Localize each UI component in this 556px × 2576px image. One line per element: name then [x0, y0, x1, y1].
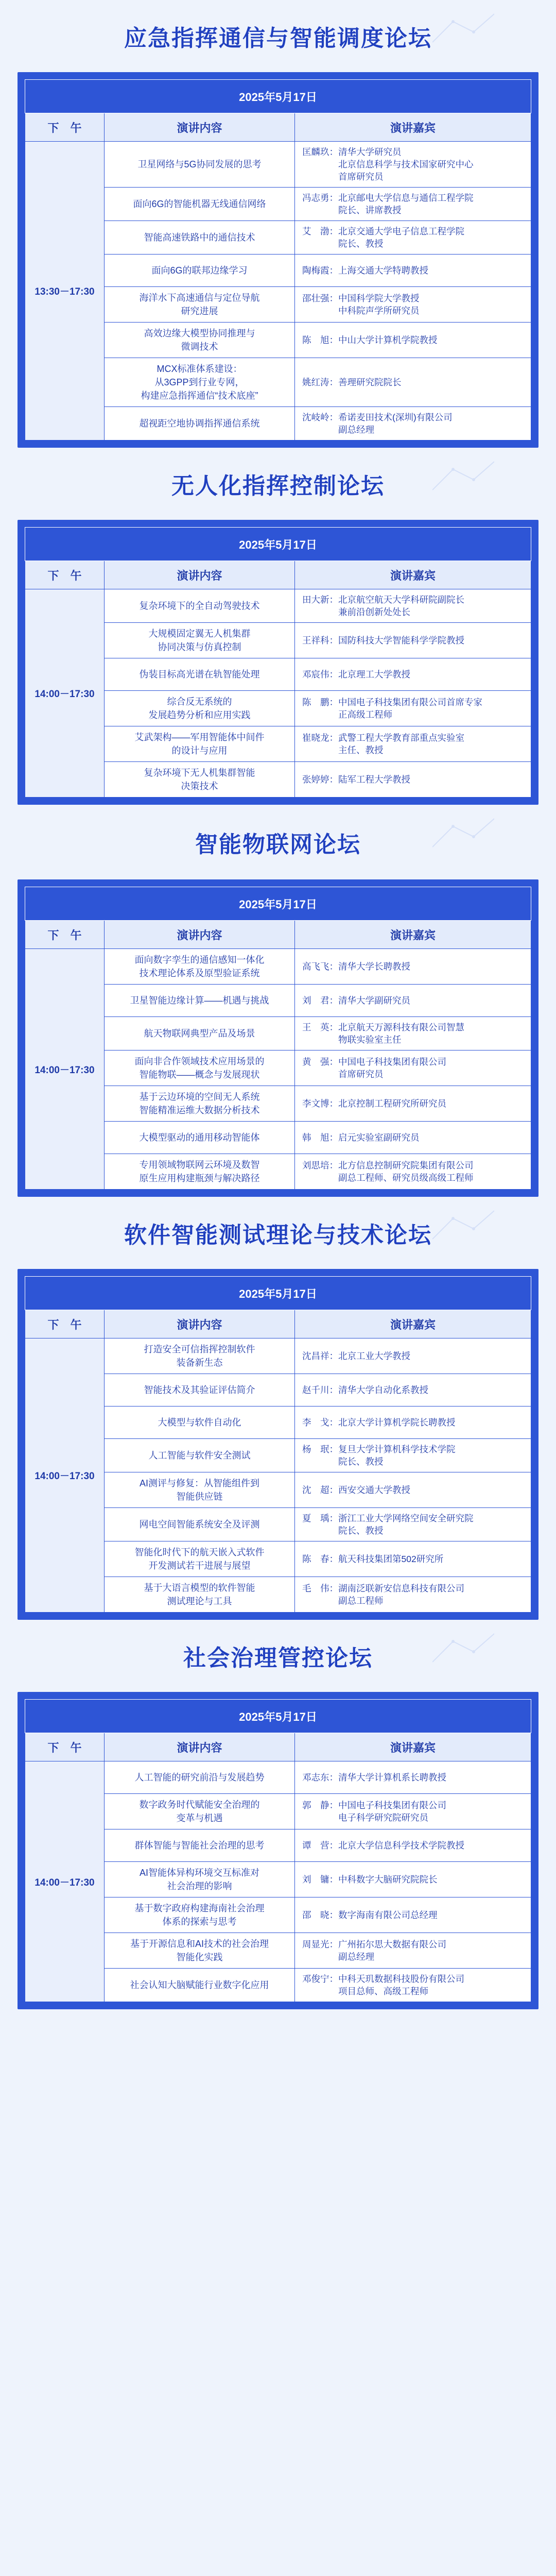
- forum-title: 无人化指挥控制论坛: [171, 473, 385, 499]
- talk-topic: 复杂环境下无人机集群智能 决策技术: [105, 762, 295, 798]
- speaker-affiliation: 航天科技集团第502研究所: [338, 1554, 444, 1564]
- forum-section: [0, 448, 556, 805]
- session-date: 2025年5月17日: [25, 887, 531, 921]
- speaker-name: 王祥科：: [302, 635, 338, 646]
- speaker-cell: [295, 949, 531, 985]
- talk-topic: 卫星智能边缘计算——机遇与挑战: [105, 985, 295, 1017]
- session-date: 2025年5月17日: [25, 80, 531, 113]
- header-row: [25, 921, 531, 949]
- speaker-cell: [295, 358, 531, 407]
- speaker-affiliation: 中国电子科技集团有限公司 首席研究员: [338, 1057, 446, 1079]
- header-guest: 演讲嘉宾: [295, 113, 531, 142]
- date-row: [25, 1700, 531, 1733]
- speaker-affiliation: 武警工程大学教育部重点实验室 主任、教授: [338, 733, 464, 755]
- speaker-affiliation: 复旦大学计算机科学技术学院 院长、教授: [338, 1444, 456, 1467]
- header-topic: 演讲内容: [105, 1310, 295, 1338]
- speaker-cell: [295, 658, 531, 691]
- table-row: [25, 142, 531, 188]
- speaker-cell: [295, 1829, 531, 1862]
- forum-section: [0, 1197, 556, 1620]
- talk-topic: 大模型与软件自动化: [105, 1406, 295, 1439]
- forum-title: 社会治理管控论坛: [183, 1646, 373, 1671]
- session-time: 14:00－17:30: [25, 589, 105, 798]
- date-row: [25, 80, 531, 113]
- talk-topic: 智能高速铁路中的通信技术: [105, 221, 295, 255]
- speaker-affiliation: 清华大学长聘教授: [338, 961, 410, 972]
- speaker-cell: [295, 985, 531, 1017]
- speaker-affiliation: 西安交通大学教授: [338, 1485, 410, 1495]
- talk-topic: 基于数字政府构建海南社会治理 体系的探索与思考: [105, 1897, 295, 1933]
- forum-section: [0, 0, 556, 448]
- speaker-cell: [295, 1862, 531, 1897]
- talk-topic: 艾武架构——军用智能体中间件 的设计与应用: [105, 726, 295, 762]
- speaker-cell: [295, 1933, 531, 1969]
- speaker-cell: [295, 1794, 531, 1829]
- agenda-table: [25, 527, 531, 798]
- speaker-name: 陈 鹏：: [302, 697, 338, 707]
- speaker-affiliation: 清华大学自动化系教授: [338, 1385, 428, 1395]
- session-date: 2025年5月17日: [25, 528, 531, 561]
- speaker-affiliation: 数字海南有限公司总经理: [338, 1910, 438, 1920]
- speaker-cell: [295, 255, 531, 287]
- speaker-affiliation: 陆军工程大学教授: [338, 774, 410, 785]
- talk-topic: 卫星网络与5G协同发展的思考: [105, 142, 295, 188]
- speaker-name: 夏 瑀：: [302, 1513, 338, 1523]
- speaker-name: 李文博：: [302, 1098, 338, 1109]
- talk-topic: MCX标准体系建设： 从3GPP到行业专网， 构建应急指挥通信“技术底座”: [105, 358, 295, 407]
- speaker-affiliation: 中科天玑数据科技股份有限公司 项目总师、高级工程师: [338, 1974, 464, 1996]
- agenda-table: [25, 1699, 531, 2002]
- agenda-card: [18, 72, 538, 448]
- speaker-affiliation: 北京交通大学电子信息工程学院 院长、教授: [338, 226, 464, 249]
- agenda-card: [18, 1692, 538, 2009]
- talk-topic: 基于大语言模型的软件智能 测试理论与工具: [105, 1577, 295, 1613]
- date-row: [25, 528, 531, 561]
- speaker-cell: [295, 762, 531, 798]
- speaker-name: 韩 旭：: [302, 1132, 338, 1143]
- agenda-table: [25, 887, 531, 1190]
- talk-topic: 群体智能与智能社会治理的思考: [105, 1829, 295, 1862]
- speaker-cell: [295, 1439, 531, 1472]
- talk-topic: 大模型驱动的通用移动智能体: [105, 1122, 295, 1154]
- speaker-name: 谭 营：: [302, 1840, 338, 1851]
- speaker-cell: [295, 1406, 531, 1439]
- speaker-affiliation: 北京邮电大学信息与通信工程学院 院长、讲席教授: [338, 193, 474, 215]
- header-topic: 演讲内容: [105, 1733, 295, 1761]
- decorative-lines-icon: [432, 1631, 494, 1667]
- speaker-cell: [295, 1577, 531, 1613]
- talk-topic: 社会认知大脑赋能行业数字化应用: [105, 1969, 295, 2002]
- speaker-cell: [295, 1338, 531, 1374]
- speaker-cell: [295, 287, 531, 323]
- forum-section: [0, 1620, 556, 2009]
- speaker-name: 邵壮强：: [302, 293, 338, 303]
- speaker-cell: [295, 1017, 531, 1050]
- forum-title: 软件智能测试理论与技术论坛: [124, 1223, 432, 1248]
- decorative-lines-icon: [432, 11, 494, 47]
- header-period: 下 午: [25, 113, 105, 142]
- speaker-cell: [295, 623, 531, 658]
- speaker-name: 王 英：: [302, 1022, 338, 1032]
- talk-topic: 人工智能与软件安全测试: [105, 1439, 295, 1472]
- header-guest: 演讲嘉宾: [295, 561, 531, 589]
- date-row: [25, 887, 531, 921]
- speaker-affiliation: 善理研究院院长: [338, 377, 402, 387]
- table-row: [25, 1338, 531, 1374]
- talk-topic: 面向6G的联邦边缘学习: [105, 255, 295, 287]
- header-topic: 演讲内容: [105, 113, 295, 142]
- speaker-cell: [295, 691, 531, 726]
- session-time: 14:00－17:30: [25, 1761, 105, 2002]
- talk-topic: AI测评与修复：从智能组件到 智能供应链: [105, 1472, 295, 1508]
- talk-topic: 面向数字孪生的通信感知一体化 技术理论体系及原型验证系统: [105, 949, 295, 985]
- speaker-affiliation: 中国电子科技集团有限公司首席专家 正高级工程师: [338, 697, 482, 720]
- forum-title: 应急指挥通信与智能调度论坛: [124, 26, 432, 51]
- agenda-card: [18, 520, 538, 805]
- decorative-lines-icon: [432, 1208, 494, 1244]
- talk-topic: 专用领域物联网云环境及数智 原生应用构建瓶颈与解决路径: [105, 1154, 295, 1190]
- speaker-affiliation: 北京工业大学教授: [338, 1351, 410, 1361]
- speaker-cell: [295, 1374, 531, 1406]
- speaker-name: 刘思培：: [302, 1160, 338, 1171]
- talk-topic: 综合反无系统的 发展趋势分析和应用实践: [105, 691, 295, 726]
- speaker-cell: [295, 1897, 531, 1933]
- speaker-affiliation: 启元实验室副研究员: [338, 1132, 420, 1143]
- header-period: 下 午: [25, 1310, 105, 1338]
- speaker-affiliation: 北方信息控制研究院集团有限公司 副总工程师、研究员级高级工程师: [338, 1160, 474, 1183]
- speaker-name: 高飞飞：: [302, 961, 338, 972]
- talk-topic: 超视距空地协调指挥通信系统: [105, 407, 295, 440]
- talk-topic: 复杂环境下的全自动驾驶技术: [105, 589, 295, 623]
- header-topic: 演讲内容: [105, 921, 295, 949]
- speaker-name: 毛 伟：: [302, 1583, 338, 1594]
- speaker-name: 张婷婷：: [302, 774, 338, 785]
- header-guest: 演讲嘉宾: [295, 921, 531, 949]
- header-guest: 演讲嘉宾: [295, 1733, 531, 1761]
- header-row: [25, 561, 531, 589]
- speaker-cell: [295, 1508, 531, 1541]
- talk-topic: 数字政务时代赋能安全治理的 变革与机遇: [105, 1794, 295, 1829]
- speaker-cell: [295, 1122, 531, 1154]
- speaker-name: 沈昌祥：: [302, 1351, 338, 1361]
- forum-title-bar: [0, 1620, 556, 1692]
- talk-topic: 人工智能的研究前沿与发展趋势: [105, 1761, 295, 1794]
- talk-topic: 高效边缘大模型协同推理与 微调技术: [105, 323, 295, 358]
- talk-topic: 网电空间智能系统安全及评测: [105, 1508, 295, 1541]
- speaker-affiliation: 北京大学信息科学技术学院教授: [338, 1840, 464, 1851]
- talk-topic: 海洋水下高速通信与定位导航 研究进展: [105, 287, 295, 323]
- speaker-affiliation: 上海交通大学特聘教授: [338, 265, 428, 276]
- speaker-cell: [295, 1472, 531, 1508]
- talk-topic: 打造安全可信指挥控制软件 装备新生态: [105, 1338, 295, 1374]
- speaker-name: 邵 晓：: [302, 1910, 338, 1920]
- speaker-cell: [295, 407, 531, 440]
- speaker-name: 赵千川：: [302, 1385, 338, 1395]
- table-row: [25, 1761, 531, 1794]
- speaker-cell: [295, 1050, 531, 1086]
- talk-topic: 智能化时代下的航天嵌入式软件 开发测试若干进展与展望: [105, 1541, 295, 1577]
- header-row: [25, 1733, 531, 1761]
- speaker-name: 沈 超：: [302, 1485, 338, 1495]
- forum-title-bar: [0, 448, 556, 520]
- agenda-card: [18, 1269, 538, 1620]
- speaker-affiliation: 国防科技大学智能科学学院教授: [338, 635, 464, 646]
- session-time: 14:00－17:30: [25, 1338, 105, 1613]
- session-time: 13:30－17:30: [25, 142, 105, 440]
- speaker-name: 田大新：: [302, 595, 338, 605]
- talk-topic: 基于云边环境的空间无人系统 智能精准运维大数据分析技术: [105, 1086, 295, 1122]
- speaker-cell: [295, 188, 531, 221]
- header-topic: 演讲内容: [105, 561, 295, 589]
- speaker-name: 匡麟玖：: [302, 147, 338, 157]
- header-guest: 演讲嘉宾: [295, 1310, 531, 1338]
- speaker-affiliation: 北京航空航天大学科研院副院长 兼前沿创新处处长: [338, 595, 464, 617]
- talk-topic: 基于开源信息和AI技术的社会治理 智能化实践: [105, 1933, 295, 1969]
- talk-topic: AI智能体异构环境交互标准对 社会治理的影响: [105, 1862, 295, 1897]
- talk-topic: 大规模固定翼无人机集群 协同决策与仿真控制: [105, 623, 295, 658]
- speaker-name: 沈岐岭：: [302, 412, 338, 422]
- header-period: 下 午: [25, 921, 105, 949]
- talk-topic: 伪装目标高光谱在轨智能处理: [105, 658, 295, 691]
- forum-title-bar: [0, 805, 556, 879]
- talk-topic: 航天物联网典型产品及场景: [105, 1017, 295, 1050]
- agenda-table: [25, 79, 531, 440]
- speaker-cell: [295, 726, 531, 762]
- speaker-affiliation: 中科数字大脑研究院院长: [338, 1874, 438, 1885]
- speaker-name: 邓宸伟：: [302, 669, 338, 680]
- speaker-name: 李 戈：: [302, 1417, 338, 1428]
- forum-title-bar: [0, 1197, 556, 1269]
- speaker-affiliation: 中山大学计算机学院教授: [338, 335, 438, 345]
- speaker-cell: [295, 1154, 531, 1190]
- speaker-affiliation: 清华大学研究员 北京信息科学与技术国家研究中心 首席研究员: [338, 147, 474, 182]
- speaker-name: 刘 镛：: [302, 1874, 338, 1885]
- header-row: [25, 1310, 531, 1338]
- speaker-affiliation: 中国电子科技集团有限公司 电子科学研究院研究员: [338, 1800, 446, 1823]
- forum-title-bar: [0, 0, 556, 72]
- speaker-name: 崔晓龙：: [302, 733, 338, 743]
- header-row: [25, 113, 531, 142]
- agenda-card: [18, 879, 538, 1197]
- speaker-cell: [295, 1541, 531, 1577]
- speaker-affiliation: 浙江工业大学网络空间安全研究院 院长、教授: [338, 1513, 474, 1536]
- speaker-name: 邓志东：: [302, 1772, 338, 1783]
- speaker-affiliation: 清华大学计算机系长聘教授: [338, 1772, 446, 1783]
- forum-section: [0, 805, 556, 1197]
- speaker-cell: [295, 1969, 531, 2002]
- date-row: [25, 1277, 531, 1310]
- speaker-name: 邓俊宁：: [302, 1974, 338, 1984]
- speaker-affiliation: 希诺麦田技术(深圳)有限公司 副总经理: [338, 412, 453, 435]
- session-date: 2025年5月17日: [25, 1277, 531, 1310]
- speaker-affiliation: 中国科学院大学教授 中科院声学所研究员: [338, 293, 420, 316]
- speaker-cell: [295, 589, 531, 623]
- speaker-cell: [295, 323, 531, 358]
- forum-title: 智能物联网论坛: [195, 832, 361, 857]
- speaker-name: 陈 春：: [302, 1554, 338, 1564]
- speaker-name: 冯志勇：: [302, 193, 338, 203]
- speaker-name: 刘 君：: [302, 995, 338, 1006]
- table-row: [25, 589, 531, 623]
- speaker-affiliation: 北京理工大学教授: [338, 669, 410, 680]
- table-row: [25, 949, 531, 985]
- session-time: 14:00－17:30: [25, 949, 105, 1190]
- speaker-name: 杨 珉：: [302, 1444, 338, 1454]
- decorative-lines-icon: [432, 459, 494, 495]
- talk-topic: 面向非合作领域技术应用场景的 智能物联——概念与发展现状: [105, 1050, 295, 1086]
- speaker-name: 艾 渤：: [302, 226, 338, 236]
- speaker-name: 周显光：: [302, 1939, 338, 1950]
- speaker-affiliation: 广州拓尔思大数据有限公司 副总经理: [338, 1939, 446, 1962]
- header-period: 下 午: [25, 1733, 105, 1761]
- talk-topic: 面向6G的智能机器无线通信网络: [105, 188, 295, 221]
- decorative-lines-icon: [432, 816, 494, 852]
- speaker-cell: [295, 221, 531, 255]
- speaker-name: 陶梅霞：: [302, 265, 338, 276]
- speaker-affiliation: 清华大学副研究员: [338, 995, 410, 1006]
- agenda-table: [25, 1276, 531, 1613]
- speaker-affiliation: 北京大学计算机学院长聘教授: [338, 1417, 456, 1428]
- speaker-name: 姚红涛：: [302, 377, 338, 387]
- talk-topic: 智能技术及其验证评估简介: [105, 1374, 295, 1406]
- speaker-affiliation: 北京控制工程研究所研究员: [338, 1098, 446, 1109]
- speaker-cell: [295, 1761, 531, 1794]
- speaker-affiliation: 湖南泛联新安信息科技有限公司 副总工程师: [338, 1583, 464, 1606]
- speaker-cell: [295, 1086, 531, 1122]
- session-date: 2025年5月17日: [25, 1700, 531, 1733]
- speaker-affiliation: 北京航天万源科技有限公司智慧 物联实验室主任: [338, 1022, 464, 1045]
- header-period: 下 午: [25, 561, 105, 589]
- speaker-name: 陈 旭：: [302, 335, 338, 345]
- speaker-name: 郭 静：: [302, 1800, 338, 1810]
- speaker-name: 黄 强：: [302, 1057, 338, 1067]
- speaker-cell: [295, 142, 531, 188]
